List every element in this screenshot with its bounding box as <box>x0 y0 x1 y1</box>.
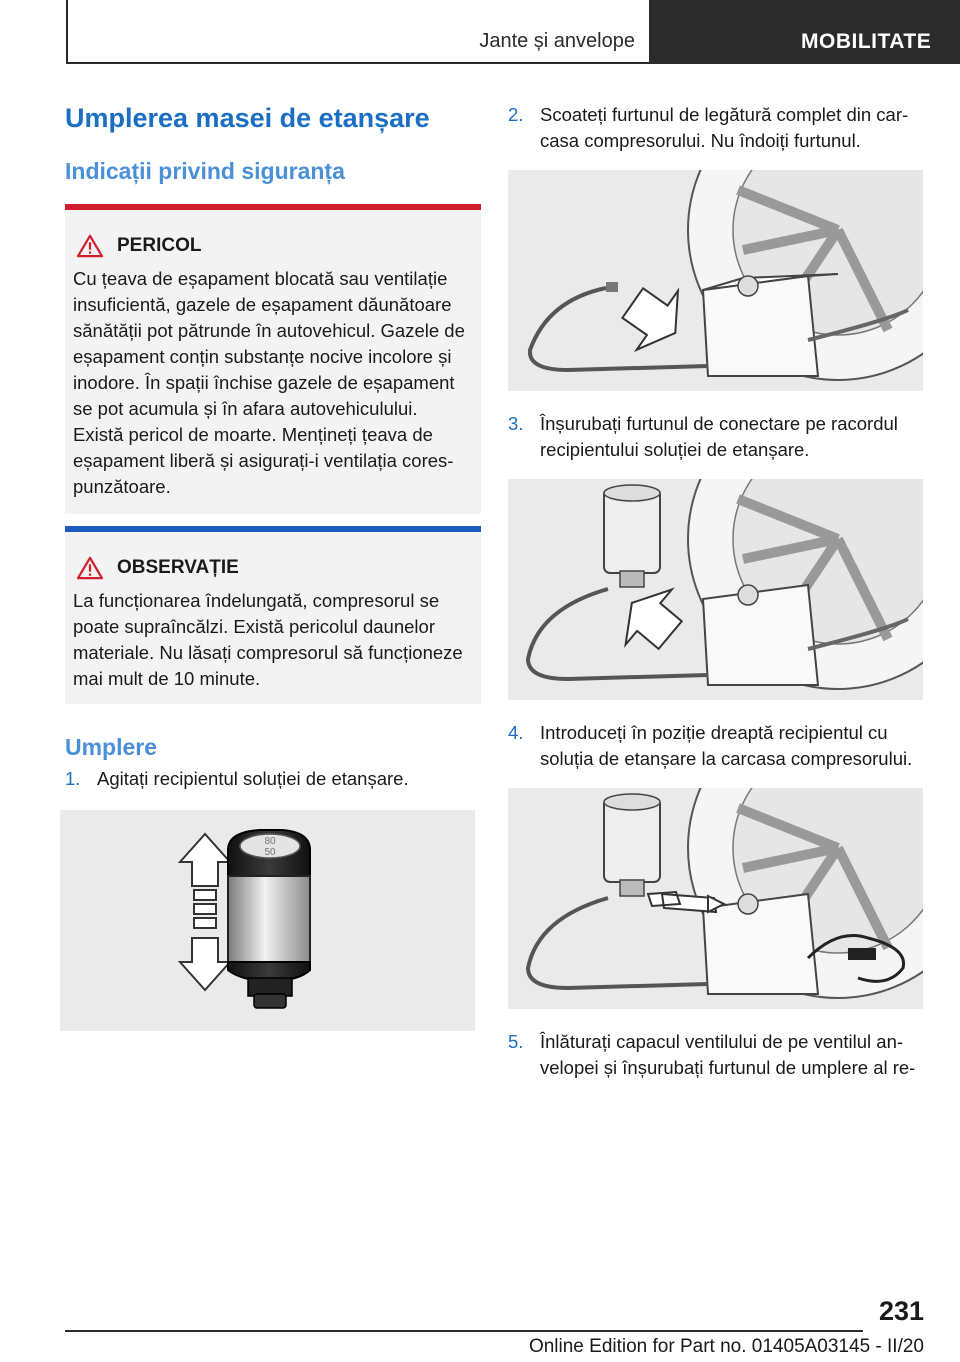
shake-bottle-illustration <box>60 810 475 1031</box>
page-number: 231 <box>878 1296 924 1326</box>
header-chapter-label: Jante și anvelope <box>479 30 635 52</box>
step-number: 2. <box>508 104 524 125</box>
warning-triangle-icon <box>75 556 105 580</box>
figure-shake-bottle <box>60 810 475 1031</box>
bottle-hose-illustration <box>508 479 923 700</box>
step-number: 4. <box>508 722 524 743</box>
step-number: 1. <box>65 768 81 789</box>
danger-label: PERICOL <box>117 235 202 256</box>
notice-text: La funcționarea îndelungată, compresorul se poate supraîncălzi. Există pericolul daunelor materiale. Nu lăsați compresorul să funcționeze mai mult de 10 minute. <box>73 590 463 689</box>
insert-bottle-illustration <box>508 788 923 1009</box>
figure-connect-hose <box>508 479 923 700</box>
left-column <box>65 100 481 1031</box>
step-text: Înșurubați furtunul de conectare pe racordul recipientului soluției de etanșare. <box>540 413 898 460</box>
danger-text: Cu țeava de eșapament blocată sau ventilație insuficientă, gazele de eșapament dăunătoare sănătății pot pătrunde în autovehicul. Gazele de eșapament conțin substanțe nocive incolore și inodore. În spații închise gazele de eșapament se pot acumula și în afara autovehiculului. Există pericol de moarte. Mențineți țeava de eșapament liberă și asigurați-i ventilația cores-punzătoare. <box>73 268 465 497</box>
step-3 <box>508 411 924 463</box>
fill-heading: Umplere <box>65 734 158 760</box>
danger-heading <box>69 234 471 258</box>
danger-box <box>65 204 481 514</box>
safety-subtitle: Indicații privind siguranța <box>65 158 345 184</box>
header-section-tab: MOBILITATE <box>649 0 960 64</box>
header-chapter-tab <box>66 0 649 64</box>
step-4 <box>508 720 924 772</box>
figure-insert-bottle <box>508 788 923 1009</box>
page-title: Umplerea masei de etanșare <box>65 103 430 133</box>
notice-heading <box>69 556 471 580</box>
figure-remove-hose <box>508 170 923 391</box>
step-number: 3. <box>508 413 524 434</box>
step-text: Scoateți furtunul de legătură complet din car-casa compresorului. Nu îndoiți furtunul. <box>540 104 909 151</box>
compressor-hose-illustration <box>508 170 923 391</box>
bottle-label-top: 80 <box>264 836 276 847</box>
bottle-label-bottom: 50 <box>264 847 276 858</box>
right-column <box>508 102 924 1081</box>
step-1 <box>65 766 481 792</box>
step-2 <box>508 102 924 154</box>
step-text: Agitați recipientul soluției de etanșare. <box>97 768 409 789</box>
step-number: 5. <box>508 1031 524 1052</box>
step-text: Introduceți în poziție dreaptă recipientul cu soluția de etanșare la carcasa compresorului. <box>540 722 913 769</box>
step-text: Înlăturați capacul ventilului de pe ventilul an-velopei și înșurubați furtunul de umplere al re- <box>540 1031 916 1078</box>
notice-box <box>65 526 481 704</box>
edition-text: Online Edition for Part no. 01405A03145 - II/20 <box>528 1336 924 1357</box>
notice-label: OBSERVAȚIE <box>117 557 239 578</box>
step-5 <box>508 1029 924 1081</box>
footer-divider <box>65 1330 863 1332</box>
warning-triangle-icon <box>75 234 105 258</box>
